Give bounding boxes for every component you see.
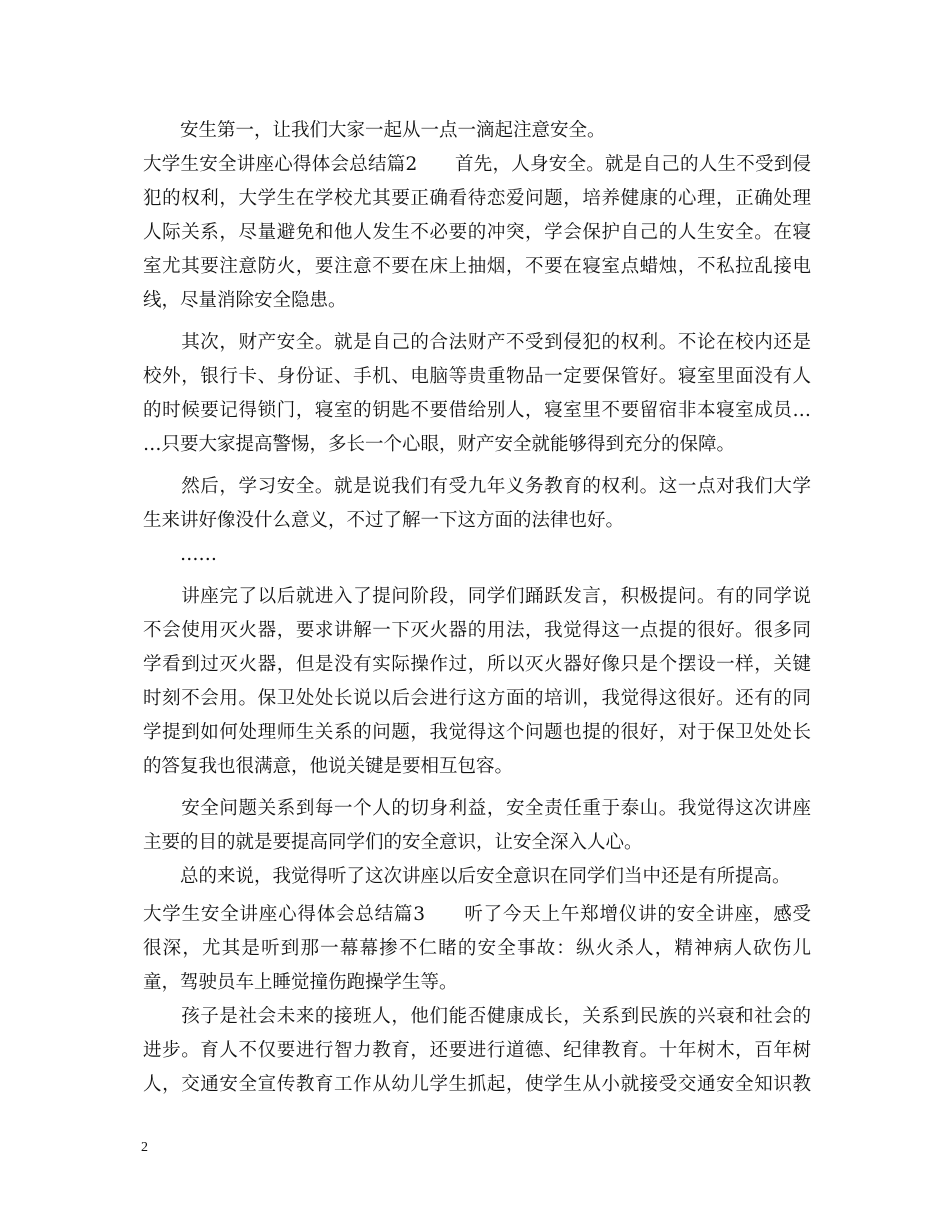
- text-line: 主要的目的就是要提高同学们的安全意识，让安全深入人心。: [143, 832, 643, 853]
- text-line: 人，交通安全宣传教育工作从幼儿学生抓起，使学生从小就接受交通安全知识教: [143, 1074, 811, 1095]
- text-line: 其次，财产安全。就是自己的合法财产不受到侵犯的权利。不论在校内还是: [143, 332, 811, 353]
- text-line: 很深，尤其是听到那一幕幕掺不仁睹的安全事故：纵火杀人，精神病人砍伤儿: [143, 938, 811, 959]
- text-line: 安全问题关系到每一个人的切身利益，安全责任重于泰山。我觉得这次讲座: [143, 798, 811, 819]
- text-line: 童，驾驶员车上睡觉撞伤跑操学生等。: [143, 972, 458, 993]
- text-line: 总的来说，我觉得听了这次讲座以后安全意识在同学们当中还是有所提高。: [143, 866, 791, 887]
- text-line: 校外，银行卡、身份证、手机、电脑等贵重物品一定要保管好。寝室里面没有人: [143, 366, 811, 387]
- text-line: 生来讲好像没什么意义，不过了解一下这方面的法律也好。: [143, 510, 625, 531]
- text-line: 的时候要记得锁门，寝室的钥匙不要借给别人，寝室里不要留宿非本寝室成员…: [143, 400, 811, 421]
- text-line: 学提到如何处理师生关系的问题，我觉得这个问题也提的很好，对于保卫处处长: [143, 722, 811, 743]
- text-line: 学看到过灭火器，但是没有实际操作过，所以灭火器好像只是个摆设一样，关键: [143, 654, 811, 675]
- text-line: 犯的权利，大学生在学校尤其要正确看待恋爱问题，培养健康的心理，正确处理: [143, 188, 811, 209]
- text-line: 大学生安全讲座心得体会总结篇2 首先，人身安全。就是自己的人生不受到侵: [143, 154, 811, 175]
- text-line: 讲座完了以后就进入了提问阶段，同学们踊跃发言，积极提问。有的同学说: [143, 586, 811, 607]
- text-line: 不会使用灭火器，要求讲解一下灭火器的用法，我觉得这一点提的很好。很多同: [143, 620, 811, 641]
- text-line: 时刻不会用。保卫处处长说以后会进行这方面的培训，我觉得这很好。还有的同: [143, 688, 811, 709]
- text-line: 安生第一，让我们大家一起从一点一滴起注意安全。: [143, 120, 606, 141]
- text-line: 的答复我也很满意，他说关键是要相互包容。: [143, 756, 514, 777]
- text-line: 室尤其要注意防火，要注意不要在床上抽烟，不要在寝室点蜡烛，不私拉乱接电: [143, 256, 811, 277]
- text-line: …只要大家提高警惕，多长一个心眼，财产安全就能够得到充分的保障。: [143, 434, 736, 455]
- text-line: 然后，学习安全。就是说我们有受九年义务教育的权利。这一点对我们大学: [143, 476, 811, 497]
- text-line: 进步。育人不仅要进行智力教育，还要进行道德、纪律教育。十年树木，百年树: [143, 1040, 811, 1061]
- text-line: ……: [143, 544, 218, 565]
- text-line: 大学生安全讲座心得体会总结篇3 听了今天上午郑增仪讲的安全讲座，感受: [143, 904, 811, 925]
- text-line: 人际关系，尽量避免和他人发生不必要的冲突，学会保护自己的人生安全。在寝: [143, 222, 811, 243]
- text-line: 线，尽量消除安全隐患。: [143, 290, 347, 311]
- page-number: 2: [141, 1140, 148, 1155]
- text-line: 孩子是社会未来的接班人，他们能否健康成长，关系到民族的兴衰和社会的: [143, 1006, 811, 1027]
